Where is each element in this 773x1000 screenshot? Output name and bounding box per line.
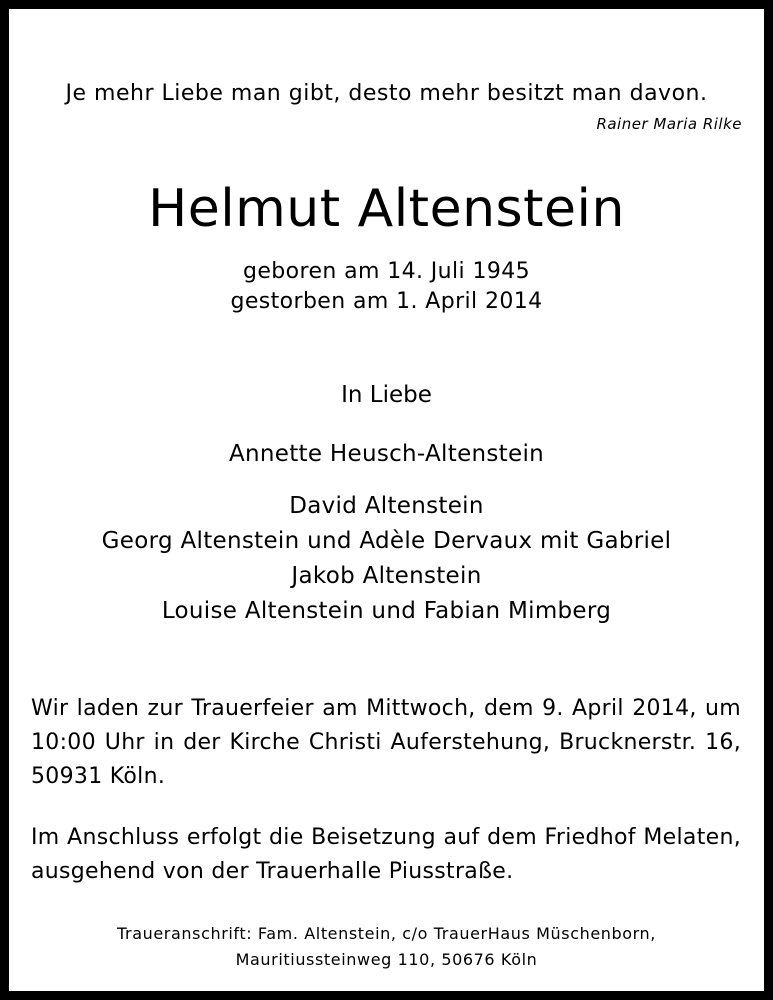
death-date: gestorben am 1. April 2014 xyxy=(230,289,543,314)
mourner-family-member: Louise Altenstein und Fabian Mimberg xyxy=(161,598,612,624)
life-dates xyxy=(9,257,764,317)
mourning-address xyxy=(9,921,764,973)
address-line: Traueranschrift: Fam. Altenstein, c/o TrauerHaus Müschenborn, xyxy=(117,924,656,943)
deceased-name: Helmut Altenstein xyxy=(148,179,625,239)
mourner-family-member: Jakob Altenstein xyxy=(291,563,482,589)
mourners-intro: In Liebe xyxy=(341,382,432,408)
obituary-card xyxy=(9,9,764,991)
ceremony-invitation: Wir laden zur Trauerfeier am Mittwoch, dem 9. April 2014, um 10:00 Uhr in der Kirche Christi Auferstehung, Brucknerstr. 16, 50931 Köln. xyxy=(31,696,741,789)
burial-info: Im Anschluss erfolgt die Beisetzung auf dem Friedhof Melaten, ausgehend von der Trauerhalle Piusstraße. xyxy=(31,825,741,884)
quote-text: Je mehr Liebe man gibt, desto mehr besitzt man davon. xyxy=(65,81,708,106)
mourner-family-list xyxy=(9,489,764,629)
mourner-spouse: Annette Heusch-Altenstein xyxy=(228,441,545,467)
address-line: Mauritiussteinweg 110, 50676 Köln xyxy=(235,950,538,969)
quote-author: Rainer Maria Rilke xyxy=(596,115,742,133)
mourner-family-member: Georg Altenstein und Adèle Dervaux mit Gabriel xyxy=(101,528,672,554)
birth-date: geboren am 14. Juli 1945 xyxy=(242,259,531,284)
mourner-family-member: David Altenstein xyxy=(289,493,484,519)
